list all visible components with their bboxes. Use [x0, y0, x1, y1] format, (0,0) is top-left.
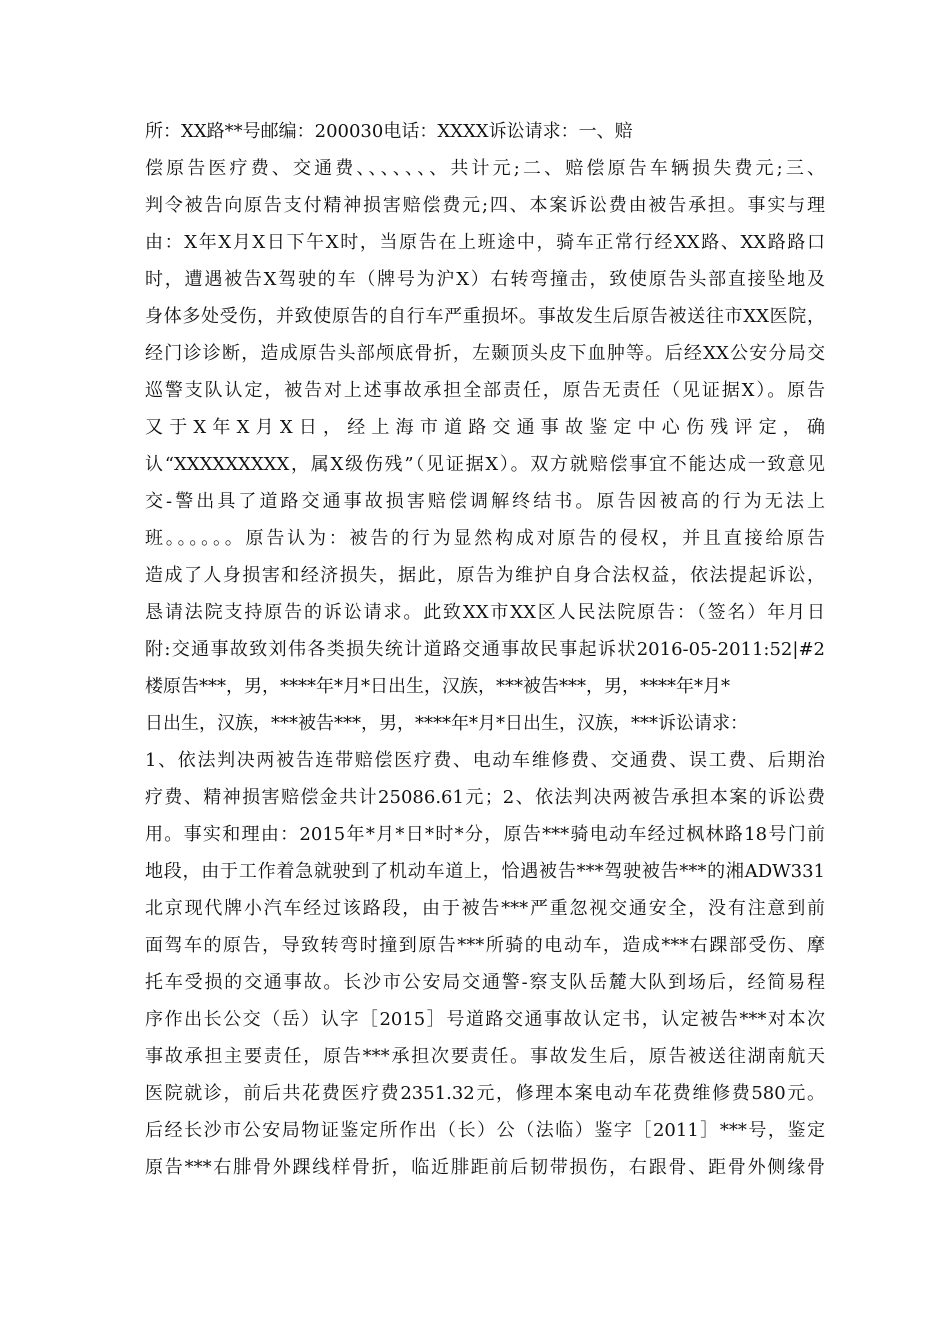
text-line: 疗费、精神损害赔偿金共计25086.61元；2、依法判决两被告承担本案的诉讼费	[145, 787, 825, 808]
text-line: 原告***右腓骨外踝线样骨折，临近腓距前后韧带损伤，右跟骨、距骨外侧缘骨	[145, 1157, 825, 1178]
text-line: 经门诊诊断，造成原告头部颅底骨折，左颞顶头皮下血肿等。后经XX公安分局交	[145, 343, 825, 364]
text-line: 又于X年X月X日，经上海市道路交通事故鉴定中心伤残评定，确	[145, 417, 825, 438]
text-line: 1、依法判决两被告连带赔偿医疗费、电动车维修费、交通费、误工费、后期治	[145, 750, 825, 771]
text-line: 偿原告医疗费、交通费、、、、、、、共计元;二、赔偿原告车辆损失费元;三、	[145, 158, 825, 179]
text-line: 日出生，汉族，***被告***，男，****年*月*日出生，汉族，***诉讼请求：	[145, 713, 748, 734]
text-line: 班。。。。。。原告认为：被告的行为显然构成对原告的侵权，并且直接给原告	[145, 528, 825, 549]
text-line: 恳请法院支持原告的诉讼请求。此致XX市XX区人民法院原告：（签名）年月日	[145, 602, 825, 623]
text-line: 地段，由于工作着急就驶到了机动车道上，恰遇被告***驾驶被告***的湘ADW331	[145, 861, 825, 882]
text-line: 所：XX路**号邮编：200030电话：XXXX诉讼请求：一、赔	[145, 121, 633, 142]
text-line: 时，遭遇被告X驾驶的车（牌号为沪X）右转弯撞击，致使原告头部直接坠地及	[145, 269, 825, 290]
text-line: 造成了人身损害和经济损失，据此，原告为维护自身合法权益，依法提起诉讼，	[145, 565, 825, 586]
text-line: 判令被告向原告支付精神损害赔偿费元;四、本案诉讼费由被告承担。事实与理	[145, 195, 825, 216]
text-line: 由：X年X月X日下午X时，当原告在上班途中，骑车正常行经XX路、XX路路口	[145, 232, 825, 253]
text-line: 交-警出具了道路交通事故损害赔偿调解终结书。原告因被高的行为无法上	[145, 491, 825, 512]
text-line: 事故承担主要责任，原告***承担次要责任。事故发生后，原告被送往湖南航天	[145, 1046, 825, 1067]
text-line: 身体多处受伤，并致使原告的自行车严重损坏。事故发生后原告被送往市XX医院，	[145, 306, 825, 327]
text-line: 序作出长公交（岳）认字［2015］号道路交通事故认定书，认定被告***对本次	[145, 1009, 825, 1030]
text-line: 楼原告***，男，****年*月*日出生，汉族，***被告***，男，****年*月*	[145, 676, 730, 697]
text-line: 认“XXXXXXXXX，属X级伤残”（见证据X）。双方就赔偿事宜不能达成一致意见	[145, 454, 825, 475]
text-line: 托车受损的交通事故。长沙市公安局交通警-察支队岳麓大队到场后，经简易程	[145, 972, 825, 993]
text-line: 附:交通事故致刘伟各类损失统计道路交通事故民事起诉状2016-05-2011:52|#2	[145, 639, 825, 660]
text-line: 面驾车的原告，导致转弯时撞到原告***所骑的电动车，造成***右踝部受伤、摩	[145, 935, 825, 956]
text-line: 后经长沙市公安局物证鉴定所作出（长）公（法临）鉴字［2011］***号，鉴定	[145, 1120, 825, 1141]
text-line: 用。事实和理由：2015年*月*日*时*分，原告***骑电动车经过枫林路18号门前	[145, 824, 825, 845]
text-line: 医院就诊，前后共花费医疗费2351.32元，修理本案电动车花费维修费580元。	[145, 1083, 825, 1104]
text-line: 巡警支队认定，被告对上述事故承担全部责任，原告无责任（见证据X）。原告	[145, 380, 825, 401]
text-line: 北京现代牌小汽车经过该路段，由于被告***严重忽视交通安全，没有注意到前	[145, 898, 825, 919]
